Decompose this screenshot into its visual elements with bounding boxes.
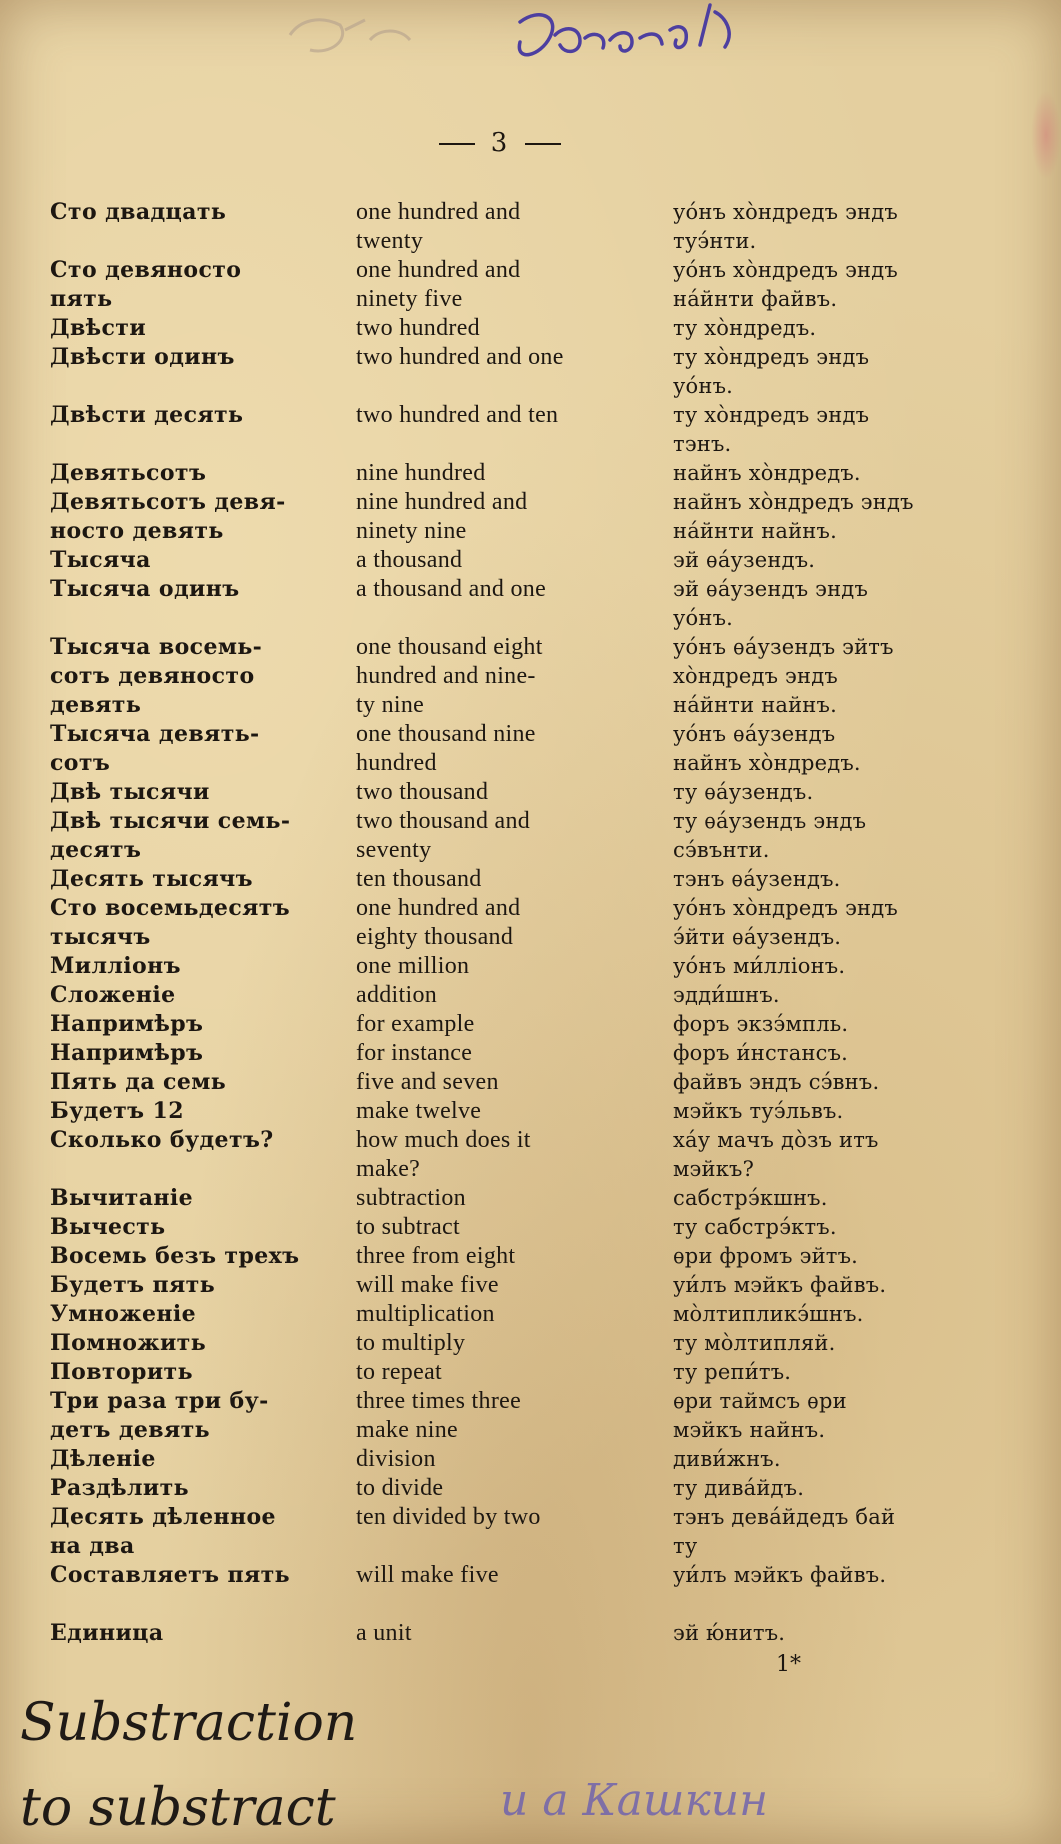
entry-english: one hundred and twenty: [356, 199, 521, 254]
entry-english: to subtract: [356, 1214, 460, 1240]
entry-transliteration: тэнъ дева́йдедъ бай ту: [673, 1505, 896, 1558]
entry-transliteration: ѳри фромъ эйтъ.: [673, 1244, 859, 1268]
entry-russian: Раздѣлить: [50, 1475, 189, 1501]
entry-russian: Три раза три бу- детъ девять: [50, 1388, 269, 1443]
entry-russian: Девятьсотъ: [50, 460, 207, 486]
entry-row: [50, 1271, 950, 1300]
entry-russian: Пять да семь: [50, 1069, 227, 1095]
entry-english: ten divided by two: [356, 1504, 541, 1530]
entry-english: two hundred: [356, 315, 480, 341]
entry-row: [50, 1126, 950, 1184]
entry-row: [50, 1097, 950, 1126]
entry-transliteration: сабстрэ́кшнъ.: [673, 1186, 828, 1210]
entry-row: [50, 546, 950, 575]
entry-english: for instance: [356, 1040, 473, 1066]
entry-row: [50, 343, 950, 401]
entry-english: five and seven: [356, 1069, 499, 1095]
entry-english: subtraction: [356, 1185, 466, 1211]
entry-transliteration: эдди́шнъ.: [673, 983, 780, 1007]
entry-row: [50, 1474, 950, 1503]
entry-transliteration: ту ѳа́узендъ.: [673, 780, 814, 804]
handwriting-header: [0, 0, 1061, 90]
entry-row: [50, 1300, 950, 1329]
entry-english: two thousand and seventy: [356, 808, 531, 863]
entry-russian: Сто восемьдесятъ тысячъ: [50, 895, 291, 950]
entry-row: [50, 865, 950, 894]
entry-english: to multiply: [356, 1330, 466, 1356]
entry-russian: Напримѣръ: [50, 1040, 204, 1066]
entry-russian: Сто двадцать: [50, 199, 227, 225]
handwriting-line-3: и а Кашкин: [500, 1775, 769, 1826]
entry-russian: Умноженiе: [50, 1301, 197, 1327]
entry-row: [50, 1329, 950, 1358]
entry-row: [50, 1503, 950, 1561]
entry-russian: Сложенiе: [50, 982, 176, 1008]
entry-row: [50, 981, 950, 1010]
entry-transliteration: мо̀лтипликэ́шнъ.: [673, 1302, 864, 1326]
entry-russian: Вычитанiе: [50, 1185, 194, 1211]
entry-transliteration: форъ экзэ́мпль.: [673, 1012, 849, 1036]
entry-russian: Тысяча: [50, 547, 151, 573]
entry-row: [50, 720, 950, 778]
entry-row: [50, 894, 950, 952]
handwriting-line-1: Substraction: [20, 1693, 358, 1753]
entry-english: addition: [356, 982, 438, 1008]
entry-russian: Повторить: [50, 1359, 193, 1385]
entry-row: [50, 1242, 950, 1271]
entry-english: one thousand nine hundred: [356, 721, 536, 776]
entry-row: [50, 778, 950, 807]
entry-transliteration: ту сабстрэ́ктъ.: [673, 1215, 837, 1239]
entry-transliteration: уо́нъ ѳа́узендъ эйтъ хо̀ндредъ эндъ на́йнти найнъ.: [673, 635, 894, 717]
entry-transliteration: эй ѳа́узендъ эндъ уо́нъ.: [673, 577, 868, 630]
entry-russian: Двѣсти одинъ: [50, 344, 235, 370]
handwriting-footer: [0, 1640, 1061, 1844]
page-number: 3: [0, 128, 1000, 158]
entry-russian: Будетъ 12: [50, 1098, 184, 1124]
entry-row: [50, 575, 950, 633]
entry-transliteration: уо́нъ ми́ллiонъ.: [673, 954, 846, 978]
entry-transliteration: ту хо̀ндредъ.: [673, 316, 817, 340]
entry-english: multiplication: [356, 1301, 495, 1327]
entry-row: [50, 807, 950, 865]
entry-english: will make five: [356, 1562, 499, 1588]
entry-english: will make five: [356, 1272, 499, 1298]
entry-transliteration: файвъ эндъ сэ́внъ.: [673, 1070, 880, 1094]
entry-russian: Тысяча одинъ: [50, 576, 240, 602]
entry-transliteration: уи́лъ мэйкъ файвъ.: [673, 1563, 887, 1587]
entry-english: two thousand: [356, 779, 489, 805]
entry-russian: Дѣленiе: [50, 1446, 156, 1472]
entry-transliteration: ѳри таймсъ ѳри мэйкъ найнъ.: [673, 1389, 847, 1442]
handwriting-line-2: to substract: [20, 1778, 336, 1838]
entry-russian: Составляетъ пять: [50, 1562, 290, 1588]
entry-russian: Сколько будетъ?: [50, 1127, 274, 1153]
entry-row: [50, 1010, 950, 1039]
entry-row: [50, 1358, 950, 1387]
entry-russian: Вычесть: [50, 1214, 166, 1240]
entry-row: [50, 314, 950, 343]
entry-russian: Помножить: [50, 1330, 207, 1356]
entry-transliteration: мэйкъ туэ́львъ.: [673, 1099, 844, 1123]
signature-mark: 1*: [776, 1652, 801, 1677]
entry-row: [50, 401, 950, 459]
entry-english: division: [356, 1446, 436, 1472]
entry-transliteration: ту хо̀ндредъ эндъ уо́нъ.: [673, 345, 870, 398]
entry-russian: Двѣ тысячи: [50, 779, 210, 805]
entry-row: [50, 633, 950, 720]
entry-russian: Напримѣръ: [50, 1011, 204, 1037]
entry-english: to repeat: [356, 1359, 442, 1385]
entry-russian: Двѣсти десять: [50, 402, 244, 428]
entry-russian: Десять дѣленное на два: [50, 1504, 276, 1559]
entry-english: one million: [356, 953, 470, 979]
entry-transliteration: диви́жнъ.: [673, 1447, 781, 1471]
entry-russian: Сто девяносто пять: [50, 257, 242, 312]
entry-row: [50, 1039, 950, 1068]
entry-english: ten thousand: [356, 866, 482, 892]
entry-transliteration: уо́нъ ѳа́узендъ найнъ хо̀ндредъ.: [673, 722, 861, 775]
entry-english: a thousand and one: [356, 576, 547, 602]
entry-row: [50, 1184, 950, 1213]
entry-transliteration: эй ю́нитъ.: [673, 1621, 786, 1645]
entry-english: to divide: [356, 1475, 444, 1501]
entry-russian: Тысяча восемь- сотъ девяносто девять: [50, 634, 263, 718]
entry-transliteration: найнъ хо̀ндредъ эндъ на́йнти найнъ.: [673, 490, 914, 543]
entry-row: [50, 459, 950, 488]
entry-russian: Тысяча девять- сотъ: [50, 721, 260, 776]
entry-transliteration: форъ и́нстансъ.: [673, 1041, 849, 1065]
entry-transliteration: ту репи́тъ.: [673, 1360, 792, 1384]
entry-transliteration: эй ѳа́узендъ.: [673, 548, 816, 572]
entry-english: two hundred and one: [356, 344, 564, 370]
entry-transliteration: уо́нъ хо̀ндредъ эндъ туэ́нти.: [673, 200, 898, 253]
entry-english: three times three make nine: [356, 1388, 522, 1443]
entry-row: [50, 952, 950, 981]
entry-row: [50, 1445, 950, 1474]
entry-russian: Десять тысячъ: [50, 866, 253, 892]
entry-transliteration: ту ѳа́узендъ эндъ сэ́вънти.: [673, 809, 867, 862]
entry-english: for example: [356, 1011, 475, 1037]
entry-english: make twelve: [356, 1098, 482, 1124]
entry-english: how much does it make?: [356, 1127, 531, 1182]
entry-row: [50, 256, 950, 314]
entry-russian: Двѣсти: [50, 315, 147, 341]
entry-english: three from eight: [356, 1243, 516, 1269]
entry-english: one hundred and ninety five: [356, 257, 521, 312]
entry-english: two hundred and ten: [356, 402, 559, 428]
handwriting-header-text: Кашкин: [520, 58, 525, 59]
entry-english: nine hundred: [356, 460, 486, 486]
entry-english: a thousand: [356, 547, 463, 573]
entry-transliteration: уо́нъ хо̀ндредъ эндъ э́йти ѳа́узендъ.: [673, 896, 898, 949]
entry-russian: Девятьсотъ девя- носто девять: [50, 489, 286, 544]
entry-transliteration: уо́нъ хо̀ндредъ эндъ на́йнти файвъ.: [673, 258, 898, 311]
entry-transliteration: найнъ хо̀ндредъ.: [673, 461, 861, 485]
ink-stain: [1031, 90, 1061, 180]
entry-row: [50, 1068, 950, 1097]
entry-russian: Двѣ тысячи семь- десятъ: [50, 808, 291, 863]
entry-english: a unit: [356, 1620, 412, 1646]
entry-transliteration: ха́у мачъ до̀зъ итъ мэйкъ?: [673, 1128, 879, 1181]
entry-row: [50, 1387, 950, 1445]
entry-english: one thousand eight hundred and nine- ty nine: [356, 634, 543, 718]
entry-russian: Миллiонъ: [50, 953, 181, 979]
entry-row: [50, 198, 950, 256]
entry-russian: Единица: [50, 1620, 164, 1646]
entry-transliteration: тэнъ ѳа́узендъ.: [673, 867, 841, 891]
entry-transliteration: ту мо̀лтипляй.: [673, 1331, 836, 1355]
entry-row: [50, 488, 950, 546]
entry-english: one hundred and eighty thousand: [356, 895, 521, 950]
entry-russian: Восемь безъ трехъ: [50, 1243, 300, 1269]
entry-english: nine hundred and ninety nine: [356, 489, 528, 544]
entry-transliteration: ту дива́йдъ.: [673, 1476, 805, 1500]
entry-row: [50, 1213, 950, 1242]
entry-row: [50, 1561, 950, 1590]
entry-russian: Будетъ пять: [50, 1272, 216, 1298]
entry-transliteration: ту хо̀ндредъ эндъ тэнъ.: [673, 403, 870, 456]
entry-transliteration: уи́лъ мэйкъ файвъ.: [673, 1273, 887, 1297]
